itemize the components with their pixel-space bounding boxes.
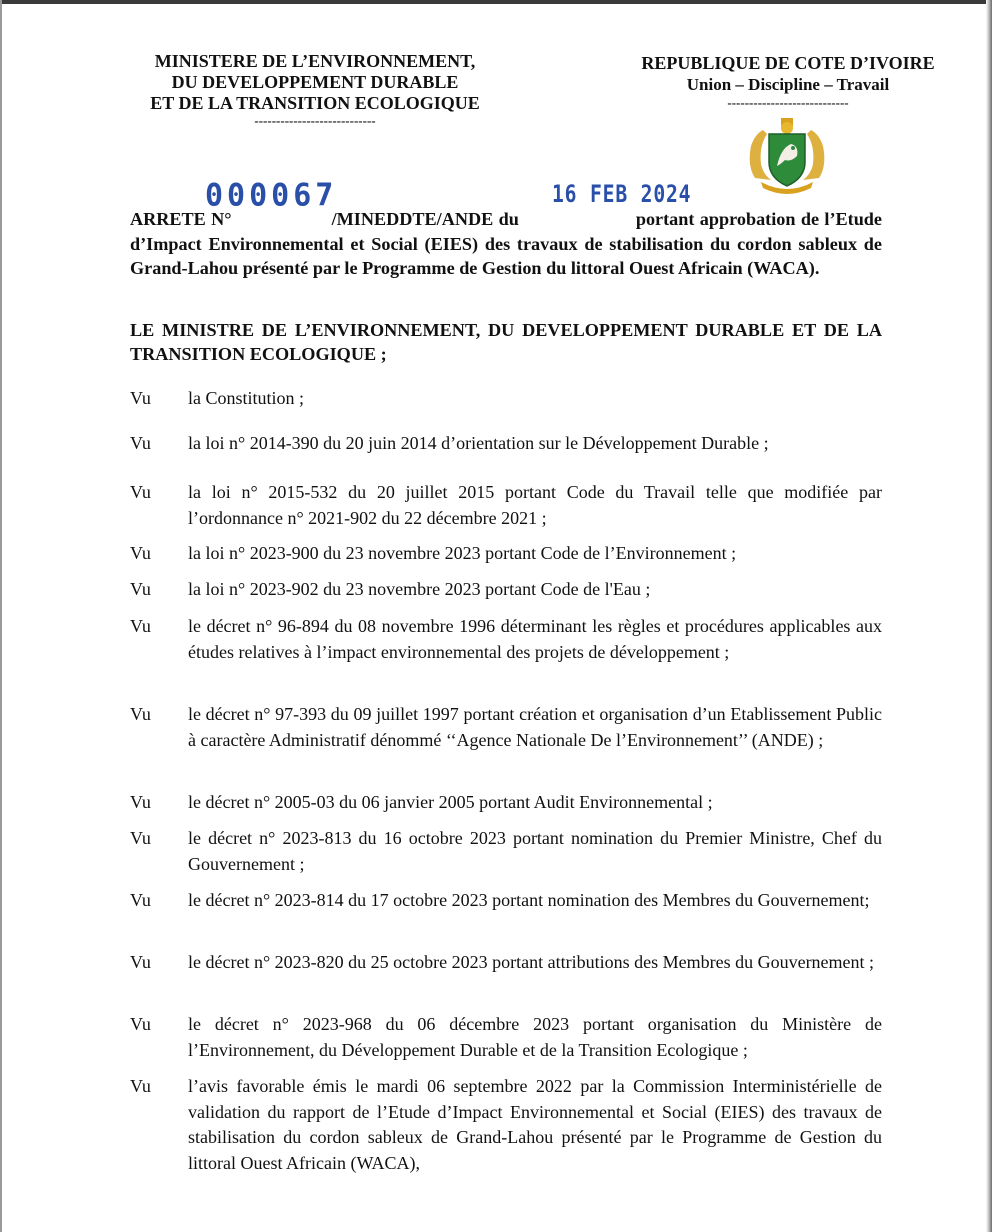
vu-text: le décret n° 2023-814 du 17 octobre 2023 portant nomination des Membres du Gouvernement; [188,890,870,910]
vu-text: la loi n° 2023-902 du 23 novembre 2023 portant Code de l'Eau ; [188,579,651,599]
country-header [620,53,956,110]
vu-text: le décret n° 2023-968 du 06 décembre 2023 portant organisation du Ministère de l’Environnement, du Développement Durable et de la Transition Ecologique ; [188,1014,882,1060]
vu-item [130,1012,882,1063]
vu-text: le décret n° 97-393 du 09 juillet 1997 portant création et organisation d’un Etablissement Public à caractère Administratif dénommé ‘‘Agence Nationale De l’Environnement’’ (ANDE) ; [188,704,882,750]
vu-label: Vu [130,616,151,636]
title-rest-first: portant approbation de [635,209,820,229]
vu-label: Vu [130,433,151,453]
date-stamp: 16 FEB 2024 [552,180,692,208]
country-name: REPUBLIQUE DE COTE D’IVOIRE [641,53,935,73]
vu-label: Vu [130,704,151,724]
vu-item [130,386,882,412]
vu-item [130,826,882,877]
vu-text: la loi n° 2023-900 du 23 novembre 2023 portant Code de l’Environnement ; [188,543,737,563]
vu-label: Vu [130,1076,151,1096]
ministry-header [126,51,504,128]
country-separator: ---------------------------- [727,95,849,110]
vu-text: le décret n° 2023-820 du 25 octobre 2023 portant attributions des Membres du Gouvernement ; [188,952,875,972]
title-prefix: ARRETE N° [130,209,232,229]
vu-item [130,702,882,753]
vu-item [130,1074,882,1176]
vu-text: l’avis favorable émis le mardi 06 septembre 2022 par la Commission Interministérielle de validation du rapport de l’Etude d’Impact Environnemental et Social (EIES) des travaux de stabilisation du cordon sableux de Grand-Lahou présenté par le Programme de Gestion du littoral Ouest Africain (WACA), [188,1076,882,1173]
national-motto: Union – Discipline – Travail [686,75,890,94]
vu-text: le décret n° 2005-03 du 06 janvier 2005 portant Audit Environnemental ; [188,792,713,812]
vu-label: Vu [130,579,151,599]
ministry-separator: ---------------------------- [254,113,376,128]
vu-item [130,614,882,665]
title-ref: /MINEDDTE/ANDE [331,209,494,229]
page-edge-right [986,0,992,1232]
vu-item [130,950,882,976]
page-edge-top [0,0,992,4]
ministry-line: ET DE LA TRANSITION ECOLOGIQUE [150,93,480,113]
vu-label: Vu [130,952,151,972]
vu-text: le décret n° 96-894 du 08 novembre 1996 déterminant les règles et procédures applicables aux études relatives à l’impact environnemental des projets de développement ; [188,616,882,662]
ministry-line: MINISTERE DE L’ENVIRONNEMENT, [154,51,476,71]
page-edge-left [0,0,2,1232]
vu-text: la loi n° 2015-532 du 20 juillet 2015 portant Code du Travail telle que modifiée par l’ordonnance n° 2021-902 du 22 décembre 2021 ; [188,482,882,528]
vu-text: la Constitution ; [188,388,305,408]
arrete-number-stamp: 000067 [205,177,338,214]
vu-label: Vu [130,482,151,502]
vu-item [130,431,882,457]
vu-text: la loi n° 2014-390 du 20 juin 2014 d’orientation sur le Développement Durable ; [188,433,769,453]
vu-item [130,888,882,914]
minister-heading: LE MINISTRE DE L’ENVIRONNEMENT, DU DEVELOPPEMENT DURABLE ET DE LA TRANSITION ECOLOGIQUE ; [130,320,882,364]
vu-item [130,577,882,603]
vu-label: Vu [130,1014,151,1034]
vu-text: le décret n° 2023-813 du 16 octobre 2023 portant nomination du Premier Ministre, Chef du Gouvernement ; [188,828,882,874]
vu-item [130,541,882,567]
vu-label: Vu [130,388,151,408]
ministry-line: DU DEVELOPPEMENT DURABLE [171,72,459,92]
vu-label: Vu [130,828,151,848]
coat-of-arms-icon [741,116,833,196]
title-du: du [498,209,519,229]
vu-item [130,480,882,531]
vu-label: Vu [130,890,151,910]
vu-item [130,790,882,816]
title-rest: l’Etude d’Impact Environnemental et Social (EIES) des travaux de stabilisation du cordon sableux de Grand-Lahou présenté par le Programme de Gestion du littoral Ouest Africain (WACA). [130,209,882,278]
vu-label: Vu [130,543,151,563]
arrete-title [130,207,882,281]
vu-label: Vu [130,792,151,812]
